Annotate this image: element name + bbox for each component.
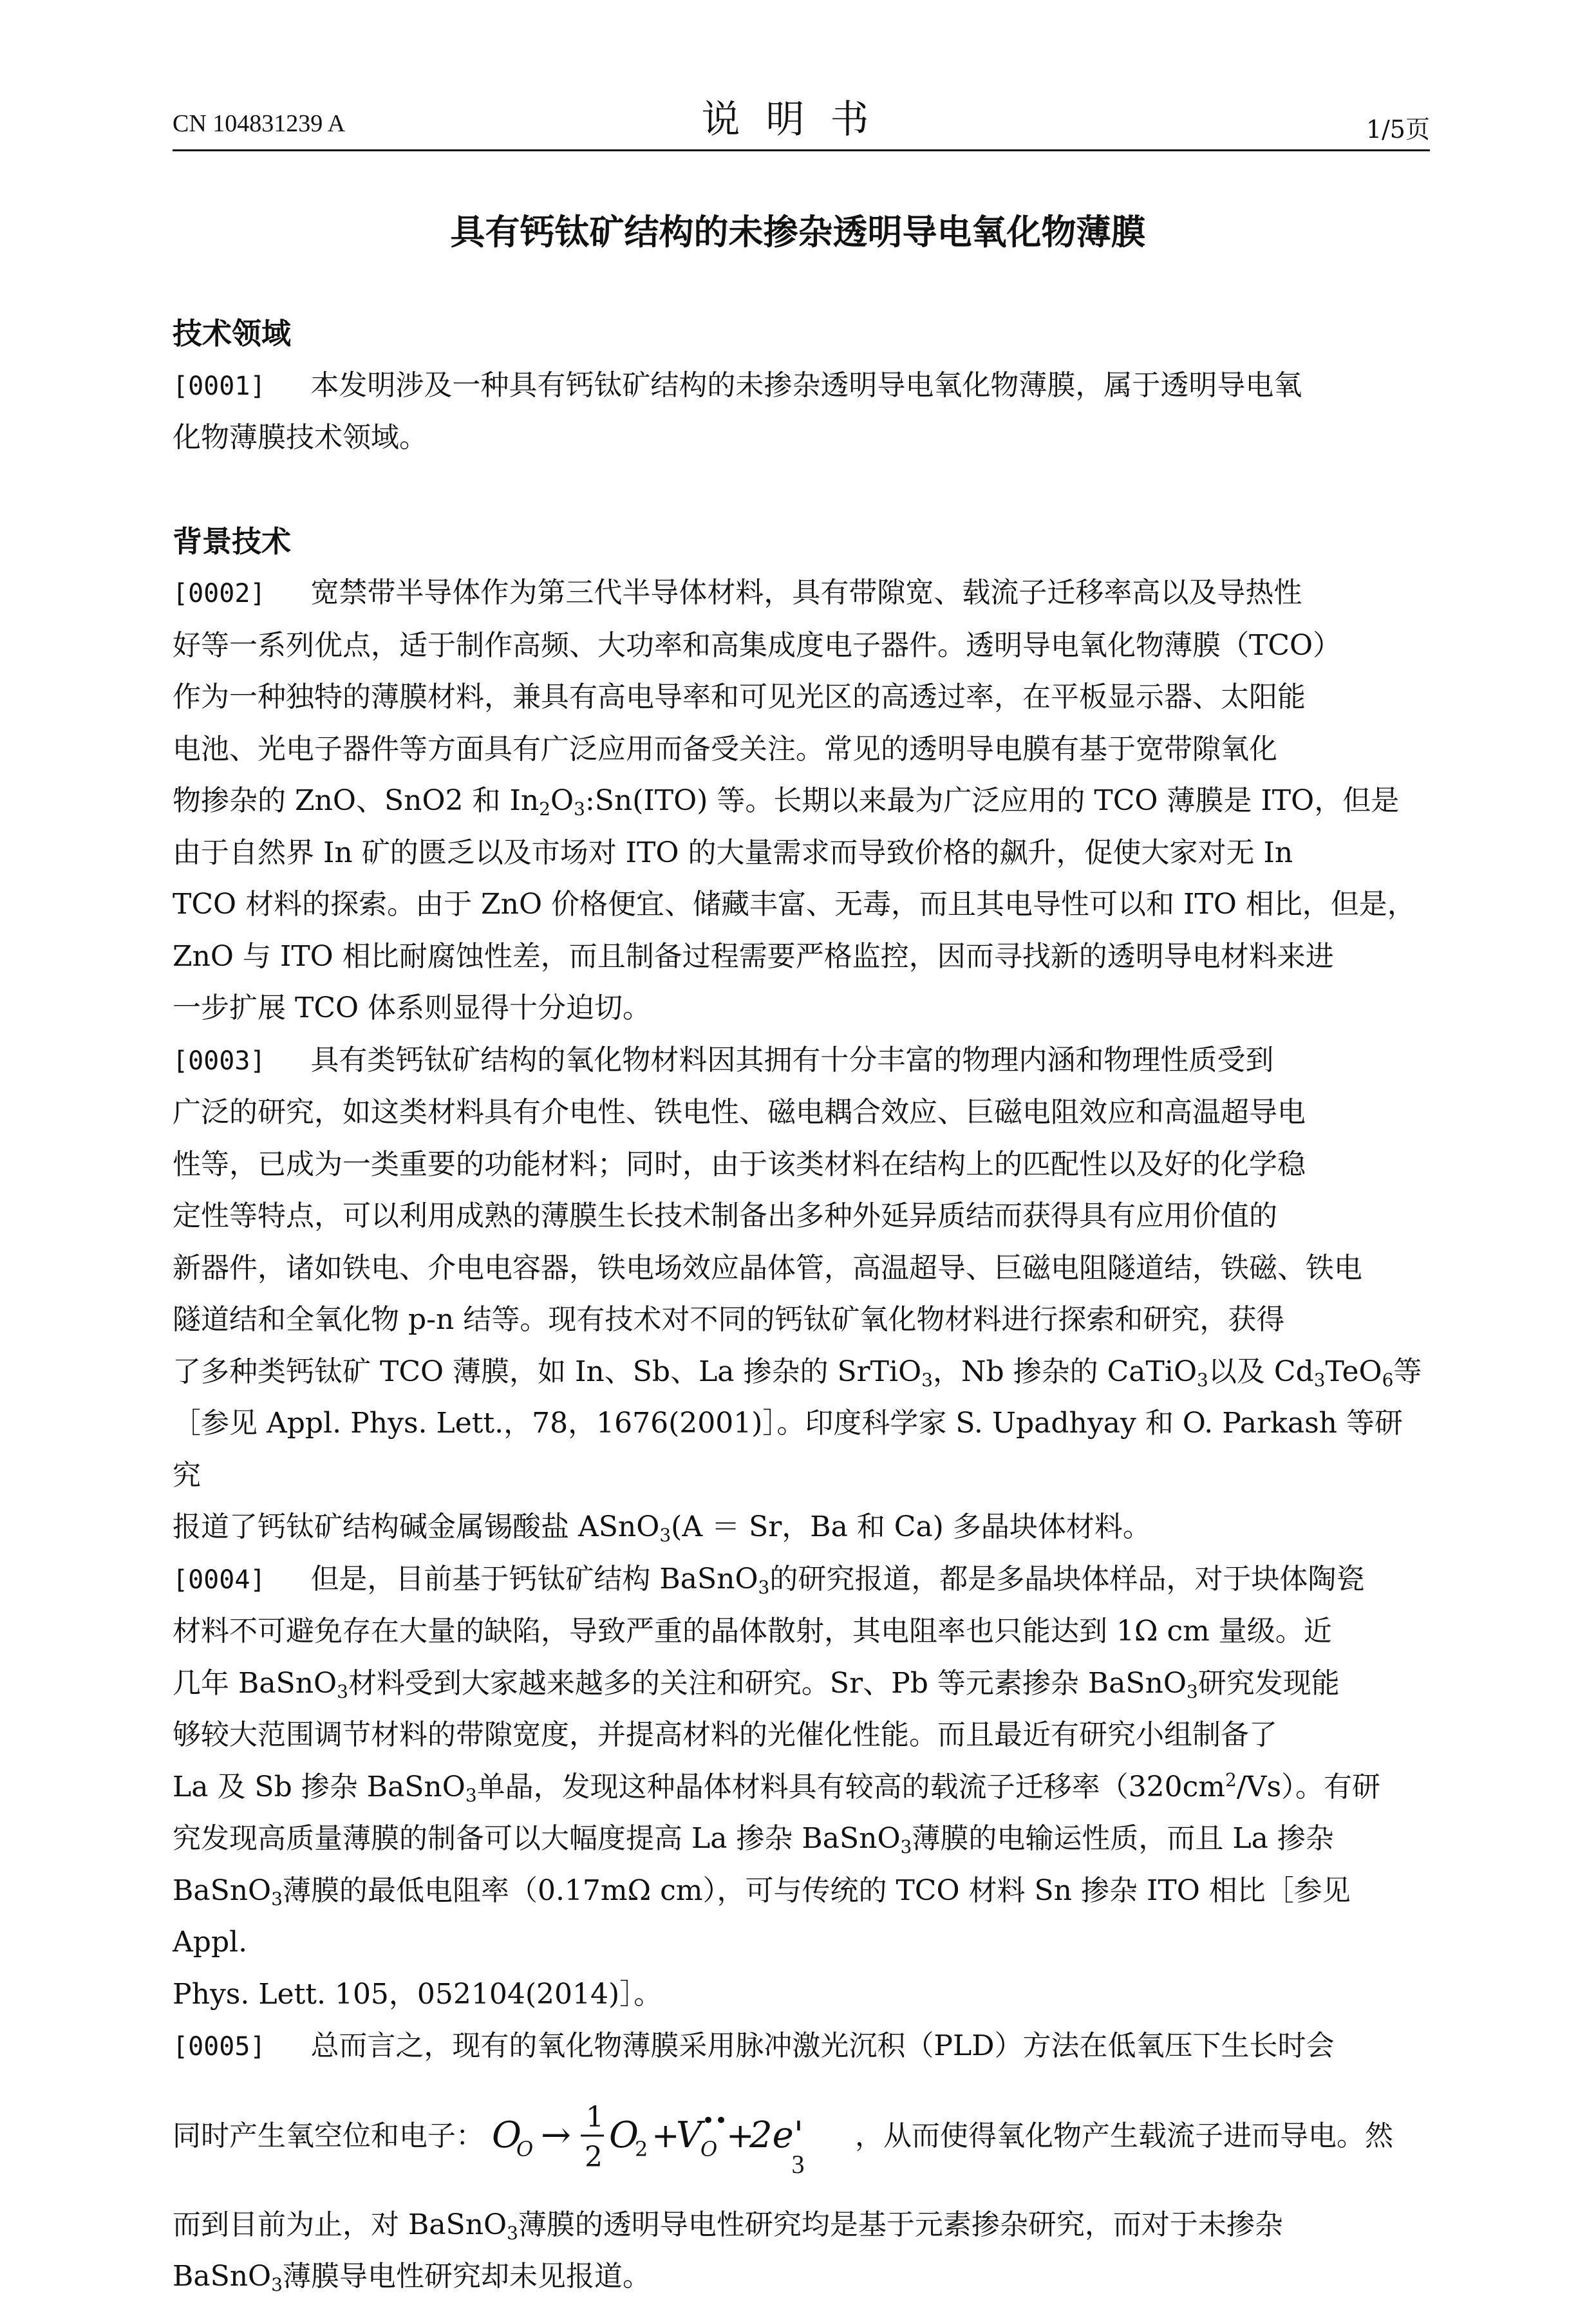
eq-plus: +: [652, 2117, 680, 2156]
paragraph-text: 材料不可避免存在大量的缺陷，导致严重的晶体散射，其电阻率也只能达到 1Ω cm 量级。近: [173, 1615, 1332, 1648]
paragraph-text: 新器件，诸如铁电、介电电容器，铁电场效应晶体管，高温超导、巨磁电阻隧道结，铁磁、铁电: [173, 1251, 1362, 1284]
paragraph-text: Phys. Lett. 105，052104(2014)］。: [173, 1977, 662, 2011]
paragraph-text: 了多种类钙钛矿 TCO 薄膜，如 In、Sb、La 掺杂的 SrTiO$_3$，Nb 掺杂的 CaTiO$_3$以及 $Cd_3TeO_6$等: [173, 1355, 1422, 1391]
section-heading-technical-field: 技术领域: [173, 316, 291, 351]
paragraph-text: 由于自然界 In 矿的匮乏以及市场对 ITO 的大量需求而导致价格的飙升，促使大家对无 In: [173, 836, 1293, 869]
paragraph-text: 性等，已成为一类重要的功能材料；同时，由于该类材料在结构上的匹配性以及好的化学稳: [173, 1147, 1306, 1181]
eq-lhs-sub: O: [516, 2137, 534, 2161]
document-title: 具有钙钛矿结构的未掺杂透明导电氧化物薄膜: [450, 212, 1146, 252]
paragraph-text: 物掺杂的 ZnO、SnO2 和 $In_2O_3:Sn(ITO)$ 等。长期以来最为广泛应用的 TCO 薄膜是 ITO，但是: [173, 784, 1400, 820]
eq-o2-sub: 2: [635, 2137, 648, 2161]
paragraph-text: 究发现高质量薄膜的制备可以大幅度提高 La 掺杂 BaSnO$_3$薄膜的电输运性质，而且 La 掺杂: [173, 1822, 1334, 1857]
paragraph-text: 但是，目前基于钙钛矿结构 BaSnO$_3$的研究报道，都是多晶块体样品，对于块体陶瓷: [310, 1562, 1365, 1598]
doc-type-heading: 说明书: [701, 97, 895, 142]
eq-frac-den: 2: [585, 2141, 603, 2174]
paragraph-text: 作为一种独特的薄膜材料，兼具有高电导率和可见光区的高透过率，在平板显示器、太阳能: [173, 681, 1306, 713]
section-gap: [173, 464, 1430, 516]
paragraph-text: 本发明涉及一种具有钙钛矿结构的未掺杂透明导电氧化物薄膜，属于透明导电氧: [310, 368, 1302, 402]
paragraph-number: [0002]: [173, 579, 266, 608]
paragraph-text: 具有类钙钛矿结构的氧化物材料因其拥有十分丰富的物理内涵和物理性质受到: [310, 1043, 1274, 1076]
paragraph-text: 宽禁带半导体作为第三代半导体材料，具有带隙宽、载流子迁移率高以及导热性: [310, 576, 1302, 609]
paragraph-text: 化物薄膜技术领域。: [173, 421, 427, 454]
paragraph-text: 广泛的研究，如这类材料具有介电性、铁电性、磁电耦合效应、巨磁电阻效应和高温超导电: [173, 1096, 1306, 1129]
eq-o2: O: [609, 2114, 639, 2156]
paragraph-text: BaSnO$_3$薄膜的最低电阻率（0.17mΩ cm），可与传统的 TCO 材料 Sn 掺杂 ITO 相比［参见 Appl.: [173, 1874, 1351, 1959]
eq-plus: +: [726, 2117, 755, 2156]
paragraph-text: 同时产生氧空位和电子： O O → 1 2 O 2 + V •• O + 2e' ，从而使得氧化物产生载流子进而导电。然: [173, 2073, 1430, 2199]
paragraph-text: La 及 Sb 掺杂 BaSnO$_3$单晶，发现这种晶体材料具有较高的载流子迁移率$(320cm^2/Vs)$。有研: [173, 1769, 1381, 1806]
eq-electron: 2e': [749, 2114, 804, 2156]
eq-vacancy-sup: ••: [702, 2108, 728, 2134]
paragraph-text: TCO 材料的探索。由于 ZnO 价格便宜、储藏丰富、无毒，而且其电导性可以和 ITO 相比，但是，: [173, 888, 1416, 921]
paragraph-number: [0001]: [173, 371, 266, 401]
paragraph-number: [0005]: [173, 2032, 266, 2062]
eq-vacancy: V: [676, 2114, 702, 2156]
eq-lhs: O: [492, 2114, 521, 2156]
paragraph-0003: [173, 1035, 1430, 1554]
paragraph-text: 电池、光电子器件等方面具有广泛应用而备受关注。常见的透明导电膜有基于宽带隙氧化: [173, 732, 1277, 766]
paragraph-text: ［参见 Appl. Phys. Lett.，78，1676(2001)］。印度科学家 S. Upadhyay 和 O. Parkash 等研究: [173, 1407, 1403, 1492]
paragraph-text: 一步扩展 TCO 体系则显得十分迫切。: [173, 992, 652, 1024]
section-heading-background: 背景技术: [173, 523, 291, 559]
paragraph-text: 定性等特点，可以利用成熟的薄膜生长技术制备出多种外延异质结而获得具有应用价值的: [173, 1199, 1277, 1232]
paragraph-0002: [173, 567, 1430, 1035]
paragraph-text: 隧道结和全氧化物 p-n 结等。现有技术对不同的钙钛矿氧化物材料进行探索和研究，获得: [173, 1303, 1285, 1336]
paragraph-text: 报道了钙钛矿结构碱金属锡酸盐 ASnO$_3$(A ＝ Sr，Ba 和 Ca) 多晶块体材料。: [173, 1510, 1151, 1546]
paragraph-text: 而到目前为止，对 BaSnO$_3$薄膜的透明导电性研究均是基于元素掺杂研究，而对于未掺杂: [173, 2208, 1283, 2244]
eq-frac-num: 1: [586, 2101, 604, 2134]
page-number: 3: [791, 2150, 805, 2179]
header-rule: [173, 149, 1430, 151]
document-body: [173, 308, 1430, 2303]
paragraph-text: ZnO 与 ITO 相比耐腐蚀性差，而且制备过程需要严格监控，因而寻找新的透明导电材料来进: [173, 939, 1334, 973]
paragraph-text: 几年 BaSnO$_3$材料受到大家越来越多的关注和研究。Sr、Pb 等元素掺杂 BaSnO$_3$研究发现能: [173, 1666, 1340, 1702]
page-indicator: 1/5页: [1366, 115, 1430, 144]
paragraph-text: BaSnO$_3$薄膜导电性研究却未见报道。: [173, 2260, 651, 2295]
paragraph-number: [0004]: [173, 1565, 266, 1595]
eq-vacancy-sub: O: [700, 2137, 718, 2161]
eq-arrow: →: [541, 2114, 571, 2156]
paragraph-0001: [173, 360, 1430, 464]
paragraph-0004: [173, 1554, 1430, 2021]
paragraph-text: 好等一系列优点，适于制作高频、大功率和高集成度电子器件。透明导电氧化物薄膜（TCO）: [173, 628, 1342, 662]
paragraph-text: 够较大范围调节材料的带隙宽度，并提高材料的光催化性能。而且最近有研究小组制备了: [173, 1718, 1277, 1751]
patent-number: CN 104831239 A: [173, 110, 346, 137]
paragraph-number: [0003]: [173, 1046, 266, 1076]
paragraph-text: 总而言之，现有的氧化物薄膜采用脉冲激光沉积（PLD）方法在低氧压下生长时会: [310, 2029, 1335, 2062]
